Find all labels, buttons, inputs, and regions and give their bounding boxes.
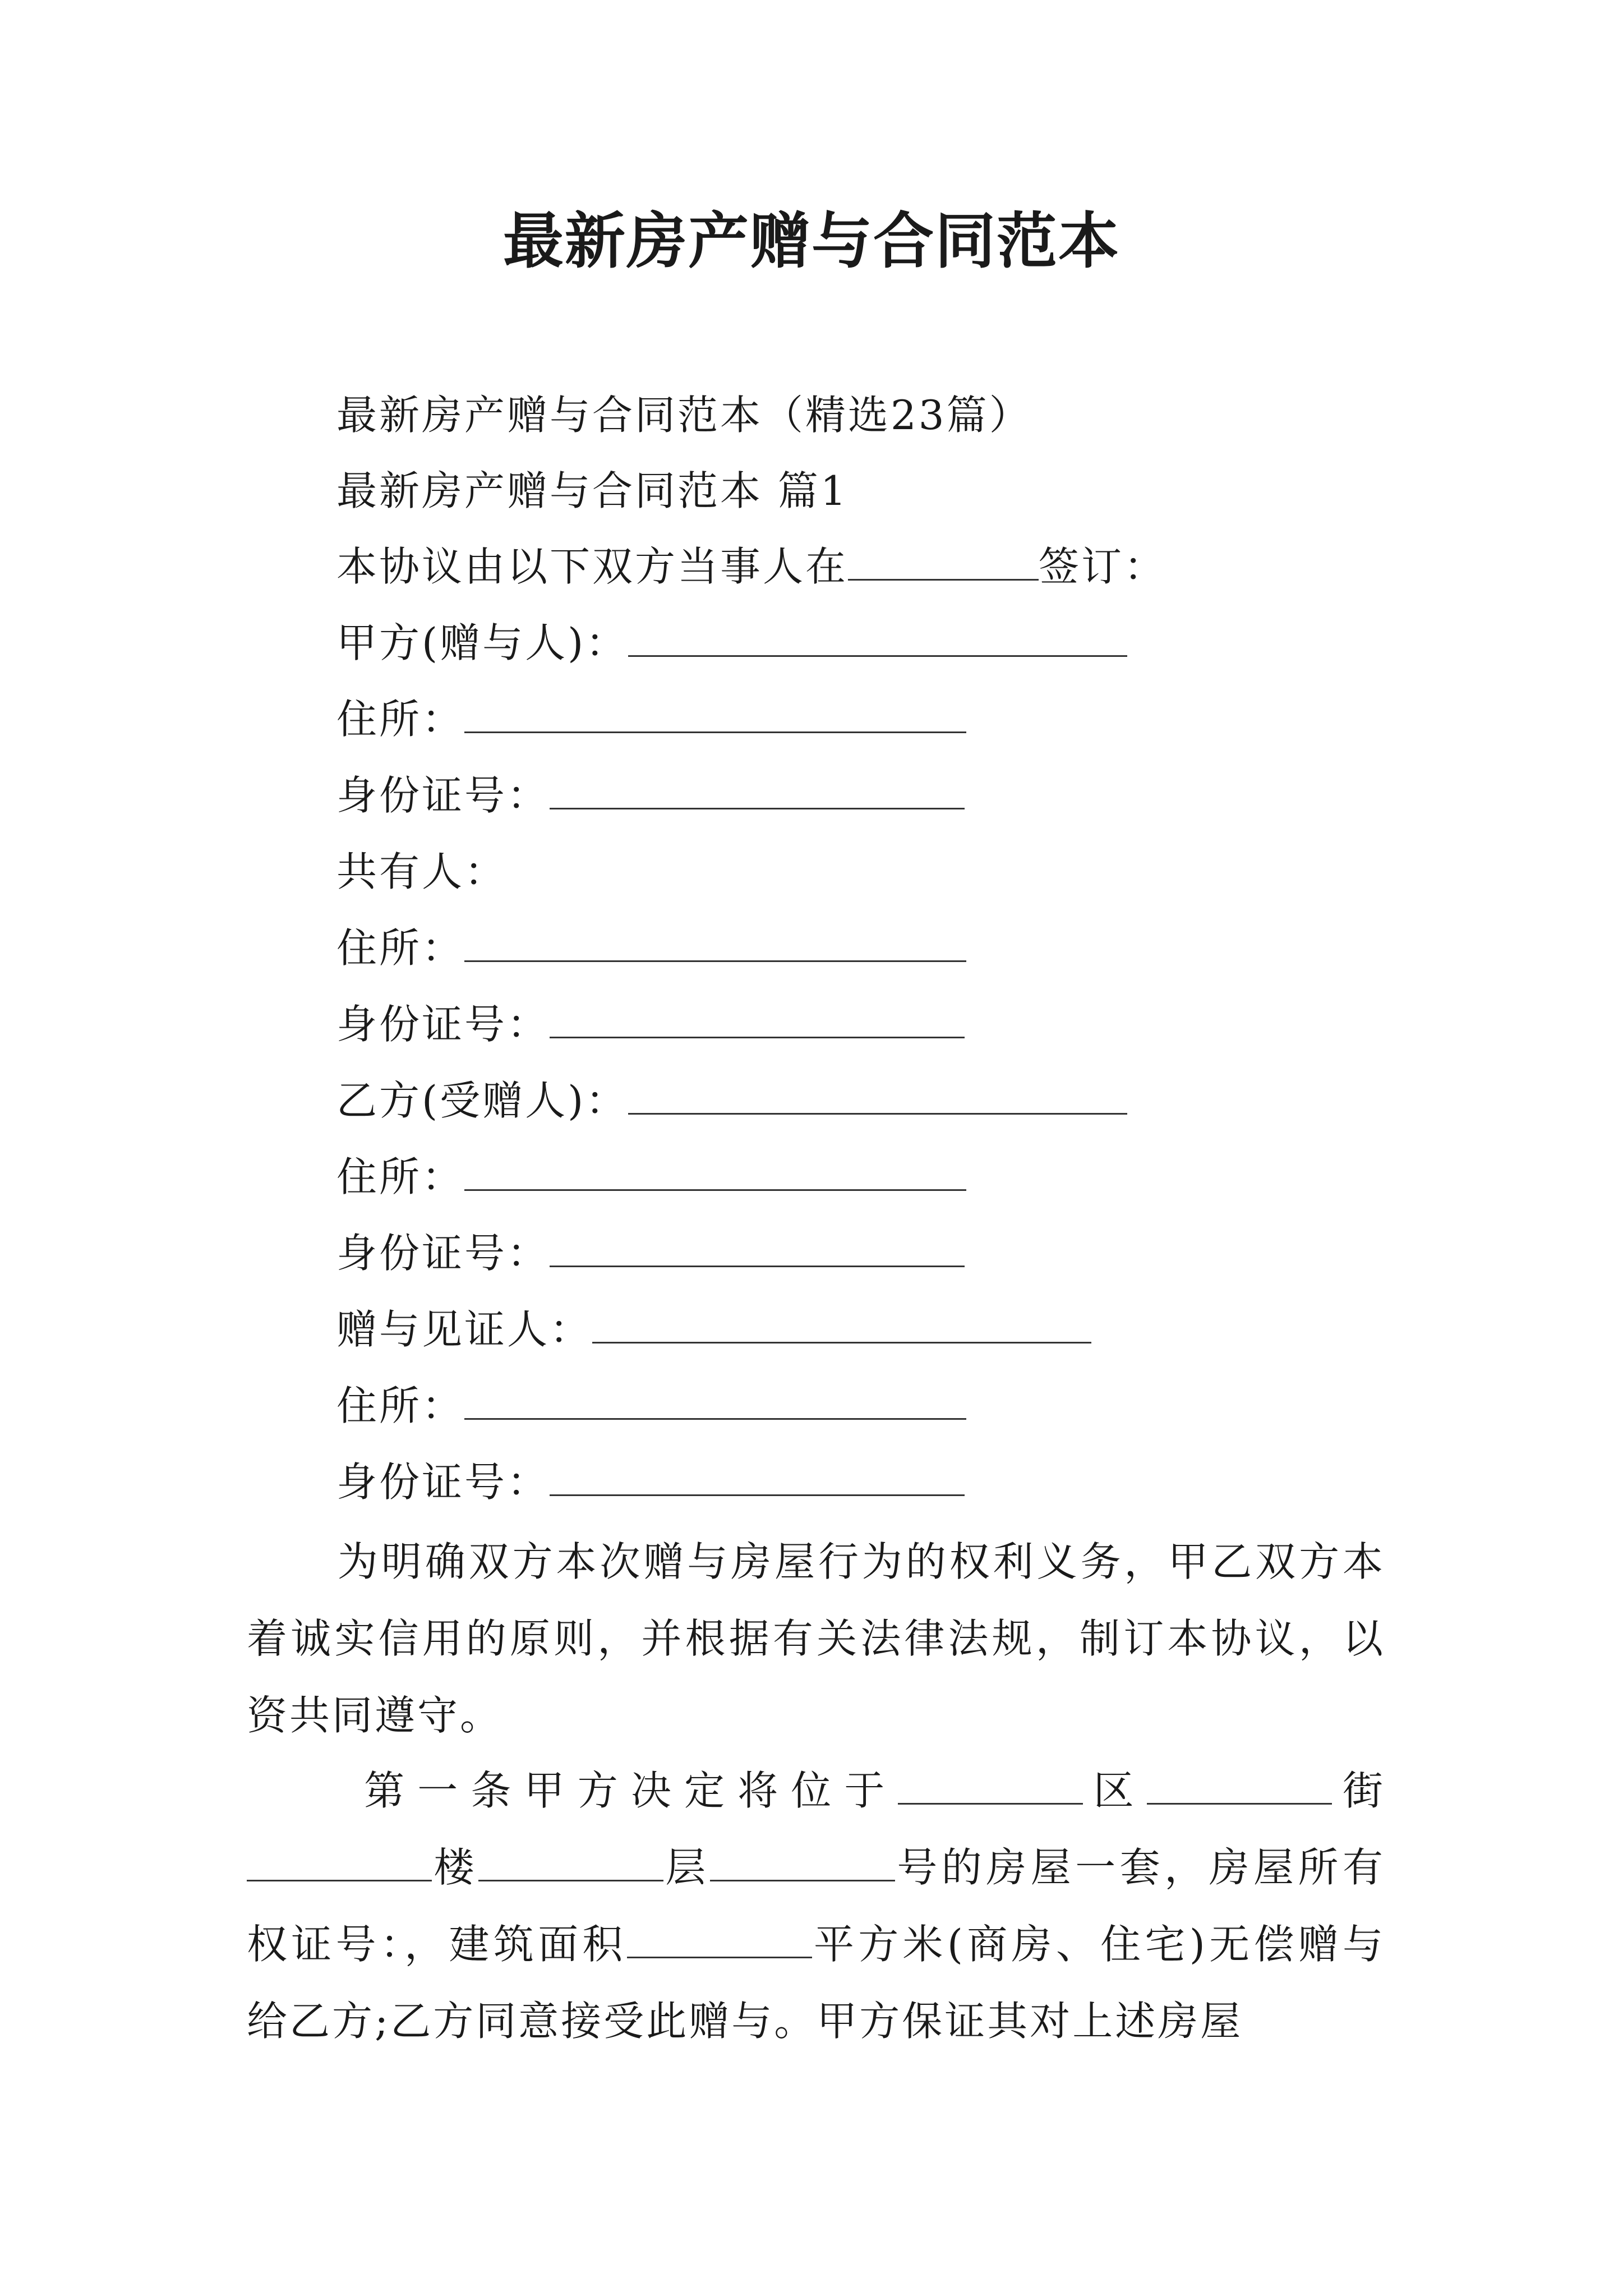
intro-before: 本协议由以下双方当事人在: [336, 543, 849, 590]
district-blank: [898, 1763, 1083, 1805]
article-1-text-a: 第一条甲方决定将位于: [353, 1767, 898, 1814]
floor-blank: [478, 1839, 663, 1881]
co-owner-id-line: [336, 996, 965, 1052]
id-blank: [550, 1225, 965, 1267]
address-blank: [464, 1378, 966, 1420]
witness-id-line: [336, 1454, 965, 1510]
party-b-blank: [628, 1073, 1127, 1115]
intro-line: [336, 539, 1166, 595]
address-label: 住所：: [336, 924, 465, 972]
party-b-line: [336, 1073, 1127, 1129]
purpose-first: 为明确双方本次赠与房屋行为的权利义务，甲乙双方本: [336, 1538, 1385, 1585]
id-blank: [550, 996, 965, 1038]
address-blank: [464, 1149, 966, 1191]
party-a-id-line: [336, 767, 965, 823]
article-1-text-f: 号的房屋一套，房屋所有权证号：，建筑面积: [247, 1844, 1385, 1968]
chapter-heading: 最新房产赠与合同范本 篇1: [336, 467, 849, 514]
article-1-text-b: 区: [1082, 1767, 1147, 1814]
address-label: 住所：: [336, 1382, 465, 1429]
subtitle: 最新房产赠与合同范本（精选23篇）: [336, 392, 1032, 439]
id-blank: [550, 767, 965, 809]
co-owner-line: 共有人：: [336, 848, 508, 895]
address-blank: [464, 691, 966, 733]
article-1-text-c: 街: [1331, 1767, 1385, 1814]
id-label: 身份证号：: [336, 1230, 550, 1277]
co-owner-address-line: [336, 920, 966, 976]
building-blank: [247, 1839, 432, 1881]
party-a-blank: [628, 615, 1127, 657]
place-blank: [848, 539, 1039, 581]
address-label: 住所：: [336, 1153, 465, 1200]
purpose-paragraph: [247, 1524, 1385, 1754]
purpose-rest: 着诚实信用的原则，并根据有关法律法规，制订本协议，以资共同遵守。: [247, 1615, 1385, 1739]
witness-address-line: [336, 1378, 966, 1434]
witness-blank: [592, 1301, 1091, 1343]
id-blank: [550, 1454, 965, 1496]
address-blank: [464, 920, 966, 962]
party-a-address-line: [336, 691, 966, 747]
party-a-line: [336, 615, 1127, 671]
id-label: 身份证号：: [336, 1458, 550, 1506]
id-label: 身份证号：: [336, 772, 550, 819]
party-b-id-line: [336, 1225, 965, 1281]
article-1-text-d: 楼: [432, 1844, 478, 1891]
witness-line: [336, 1301, 1091, 1358]
witness-label: 赠与见证人：: [336, 1306, 593, 1353]
number-blank: [710, 1839, 895, 1881]
street-blank: [1147, 1763, 1332, 1805]
area-blank: [627, 1916, 812, 1958]
article-1-text-g: 平方米(商房、住宅)无偿赠与给乙方;乙方同意接受此赠与。甲方保证其对上述房屋: [247, 1921, 1385, 2045]
article-1-paragraph: [247, 1752, 1385, 2060]
party-a-label: 甲方(赠与人)：: [336, 619, 629, 666]
address-label: 住所：: [336, 696, 465, 743]
document-title: 最新房产赠与合同范本: [502, 206, 1120, 277]
intro-after: 签订：: [1039, 543, 1167, 590]
id-label: 身份证号：: [336, 1001, 550, 1048]
article-1-text-e: 层: [663, 1844, 710, 1891]
party-b-label: 乙方(受赠人)：: [336, 1077, 629, 1124]
party-b-address-line: [336, 1149, 966, 1205]
